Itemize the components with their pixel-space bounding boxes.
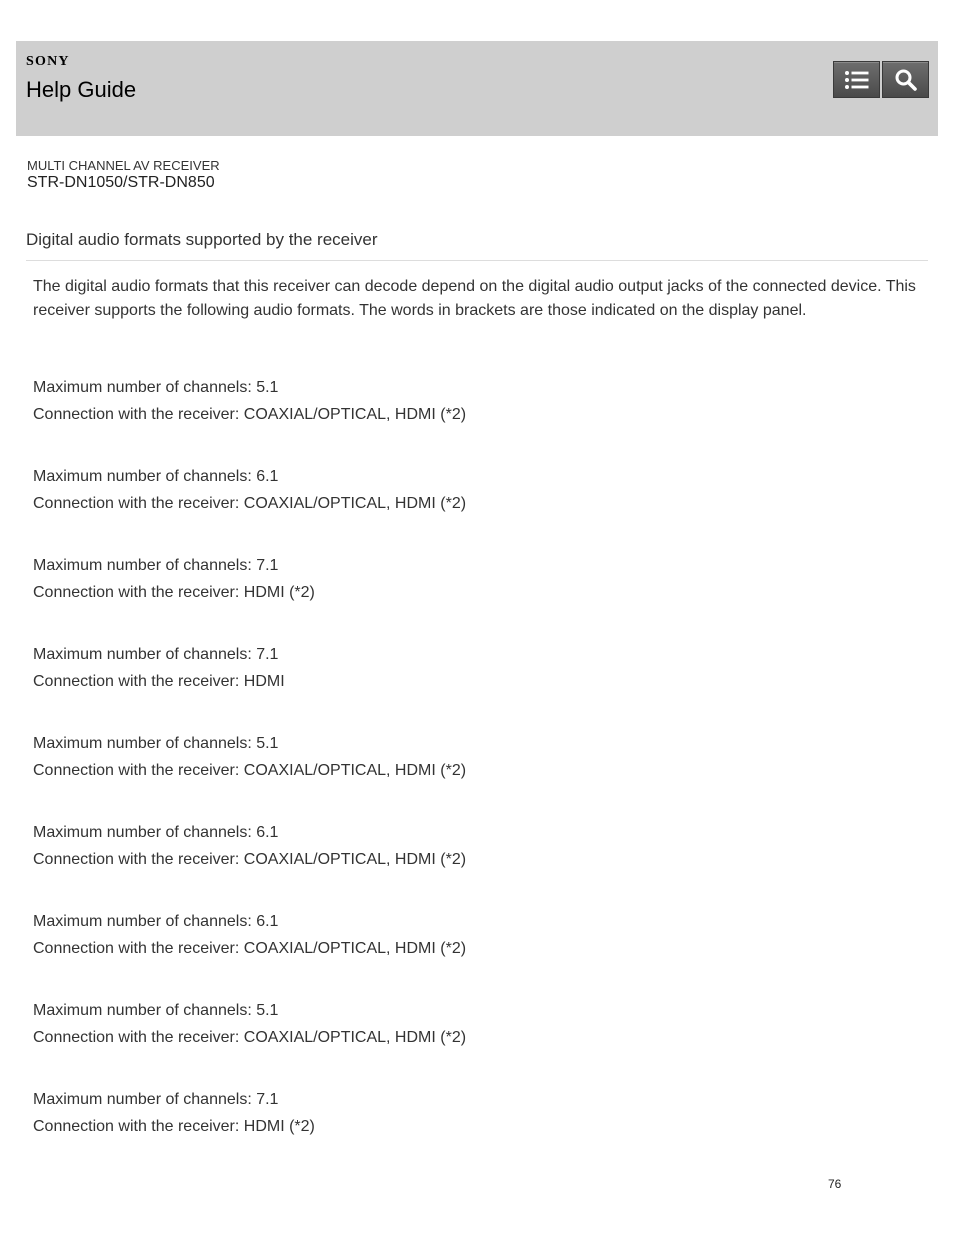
site-title[interactable]: Help Guide xyxy=(26,77,137,102)
connection-info: Connection with the receiver: HDMI (*2) xyxy=(33,584,315,601)
intro-text: The digital audio formats that this receiver can decode depend on the digital audio output jacks of the connected device. This receiver supports the following audio formats. The words in brackets are those indicated on the display panel. xyxy=(33,278,916,319)
max-channels: Maximum number of channels: 5.1 xyxy=(33,379,279,396)
connection-info: Connection with the receiver: COAXIAL/OPTICAL, HDMI (*2) xyxy=(33,940,467,957)
page-title: Digital audio formats supported by the receiver xyxy=(26,230,378,249)
product-model: STR-DN1050/STR-DN850 xyxy=(27,174,215,191)
format-item xyxy=(33,819,913,908)
search-button[interactable] xyxy=(882,61,929,98)
connection-info: Connection with the receiver: COAXIAL/OPTICAL, HDMI (*2) xyxy=(33,851,467,868)
format-item xyxy=(33,374,913,463)
connection-info: Connection with the receiver: COAXIAL/OPTICAL, HDMI (*2) xyxy=(33,1029,467,1046)
max-channels: Maximum number of channels: 7.1 xyxy=(33,1091,279,1108)
format-item xyxy=(33,641,913,730)
connection-info: Connection with the receiver: HDMI (*2) xyxy=(33,1118,315,1135)
page-number: 76 xyxy=(828,1177,842,1191)
format-item xyxy=(33,1086,913,1175)
format-item xyxy=(33,552,913,641)
site-header xyxy=(16,41,938,136)
format-item xyxy=(33,997,913,1086)
max-channels: Maximum number of channels: 5.1 xyxy=(33,1002,279,1019)
header-buttons xyxy=(833,61,929,98)
connection-info: Connection with the receiver: COAXIAL/OPTICAL, HDMI (*2) xyxy=(33,495,467,512)
max-channels: Maximum number of channels: 6.1 xyxy=(33,468,279,485)
sony-logo[interactable]: SONY xyxy=(26,54,70,69)
connection-info: Connection with the receiver: COAXIAL/OPTICAL, HDMI (*2) xyxy=(33,762,467,779)
max-channels: Maximum number of channels: 5.1 xyxy=(33,735,279,752)
max-channels: Maximum number of channels: 6.1 xyxy=(33,824,279,841)
format-item xyxy=(33,908,913,997)
max-channels: Maximum number of channels: 7.1 xyxy=(33,646,279,663)
max-channels: Maximum number of channels: 7.1 xyxy=(33,557,279,574)
divider xyxy=(26,260,928,261)
format-item xyxy=(33,463,913,552)
format-list xyxy=(33,374,913,1175)
format-item xyxy=(33,730,913,819)
connection-info: Connection with the receiver: HDMI xyxy=(33,673,285,690)
max-channels: Maximum number of channels: 6.1 xyxy=(33,913,279,930)
toc-button[interactable] xyxy=(833,61,880,98)
list-icon xyxy=(844,69,870,91)
connection-info: Connection with the receiver: COAXIAL/OPTICAL, HDMI (*2) xyxy=(33,406,467,423)
product-category: MULTI CHANNEL AV RECEIVER xyxy=(27,158,220,173)
search-icon xyxy=(894,68,918,92)
